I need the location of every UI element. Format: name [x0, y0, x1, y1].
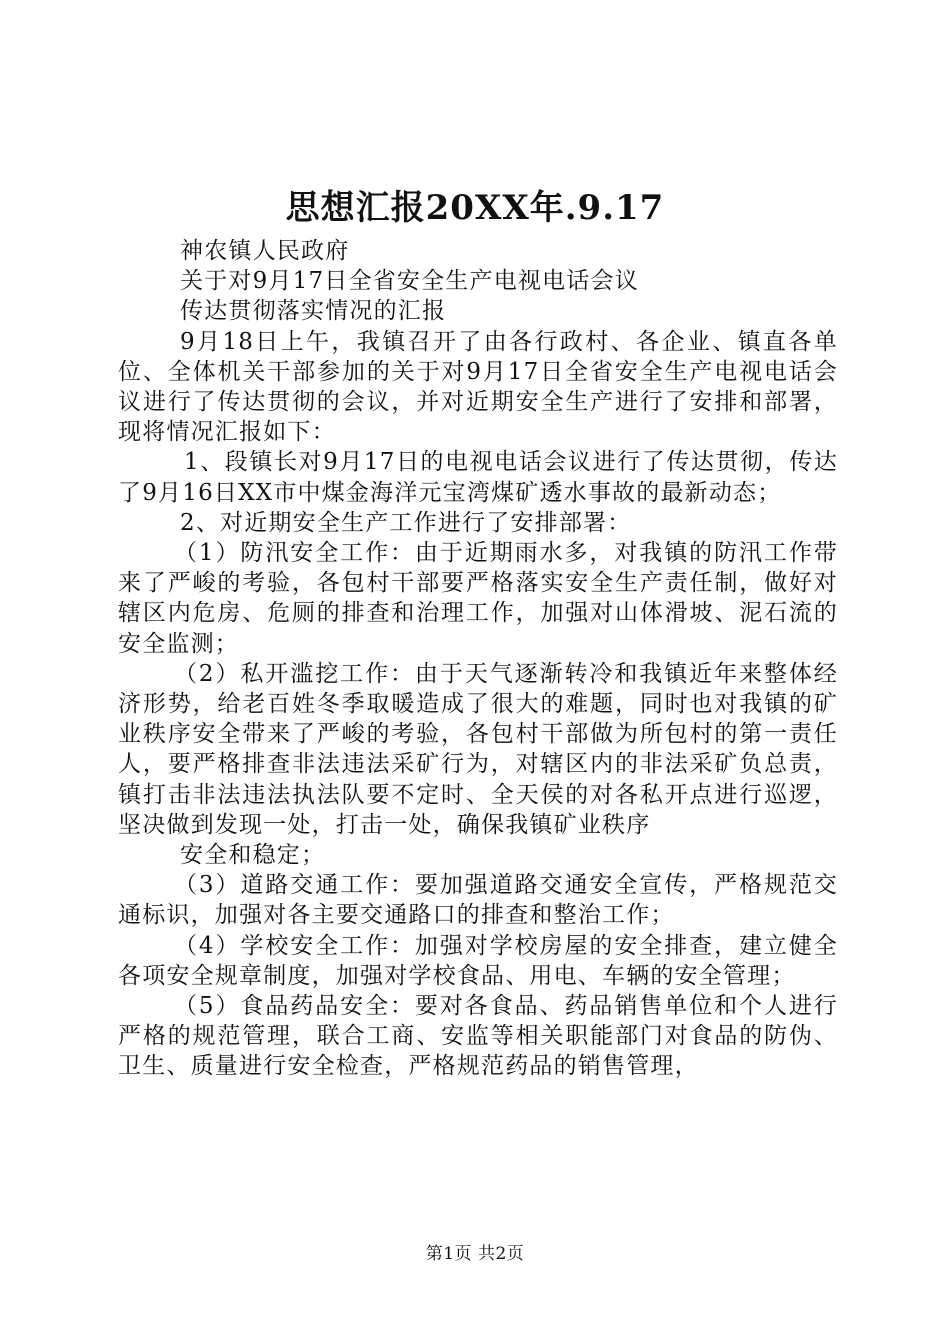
paragraph: 1、段镇长对9月17日的电视电话会议进行了传达贯彻，传达了9月16日XX市中煤金海洋元宝湾煤矿透水事故的最新动态； [118, 449, 838, 506]
paragraph: （1）防汛安全工作：由于近期雨水多，对我镇的防汛工作带来了严峻的考验，各包村干部要严格落实安全生产责任制，做好对辖区内危房、危厕的排查和治理工作，加强对山体滑坡、泥石流的安全监测； [118, 540, 838, 657]
paragraph: 神农镇人民政府 [180, 238, 350, 264]
paragraph: （5）食品药品安全：要对各食品、药品销售单位和个人进行严格的规范管理，联合工商、安监等相关职能部门对食品的防伪、卫生、质量进行安全检查，严格规范药品的销售管理， [118, 993, 838, 1080]
paragraph: 传达贯彻落实情况的汇报 [180, 298, 447, 325]
paragraph: （2）私开滥挖工作：由于天气逐渐转冷和我镇近年来整体经济形势，给老百姓冬季取暖造成了很大的难题，同时也对我镇的矿业秩序安全带来了严峻的考验，各包村干部做为所包村的第一责任人，要严格排查非法违法采矿行为，对辖区内的非法采矿负总责，镇打击非法违法执法队要不定时、全天侯的对各私开点进行巡逻，坚决做到发现一处，打击一处，确保我镇矿业秩序 [118, 660, 838, 838]
paragraph: 2、对近期安全生产工作进行了安排部署： [180, 509, 632, 536]
document-title: 思想汇报20XX年.9.17 [285, 188, 665, 228]
document-body [118, 236, 838, 1082]
page-footer: 第1页 共2页 [425, 1244, 525, 1264]
paragraph: （4）学校安全工作：加强对学校房屋的安全排查，建立健全各项安全规章制度，加强对学校食品、用电、车辆的安全管理； [118, 932, 838, 989]
paragraph: 关于对9月17日全省安全生产电视电话会议 [180, 268, 639, 295]
paragraph: （3）道路交通工作：要加强道路交通安全宣传，严格规范交通标识，加强对各主要交通路口的排查和整治工作； [118, 872, 838, 929]
paragraph: 9月18日上午，我镇召开了由各行政村、各企业、镇直各单位、全体机关干部参加的关于对9月17日全省安全生产电视电话会议进行了传达贯彻的会议，并对近期安全生产进行了安排和部署，现将情况汇报如下： [118, 328, 838, 446]
paragraph: 安全和稳定； [180, 842, 326, 869]
